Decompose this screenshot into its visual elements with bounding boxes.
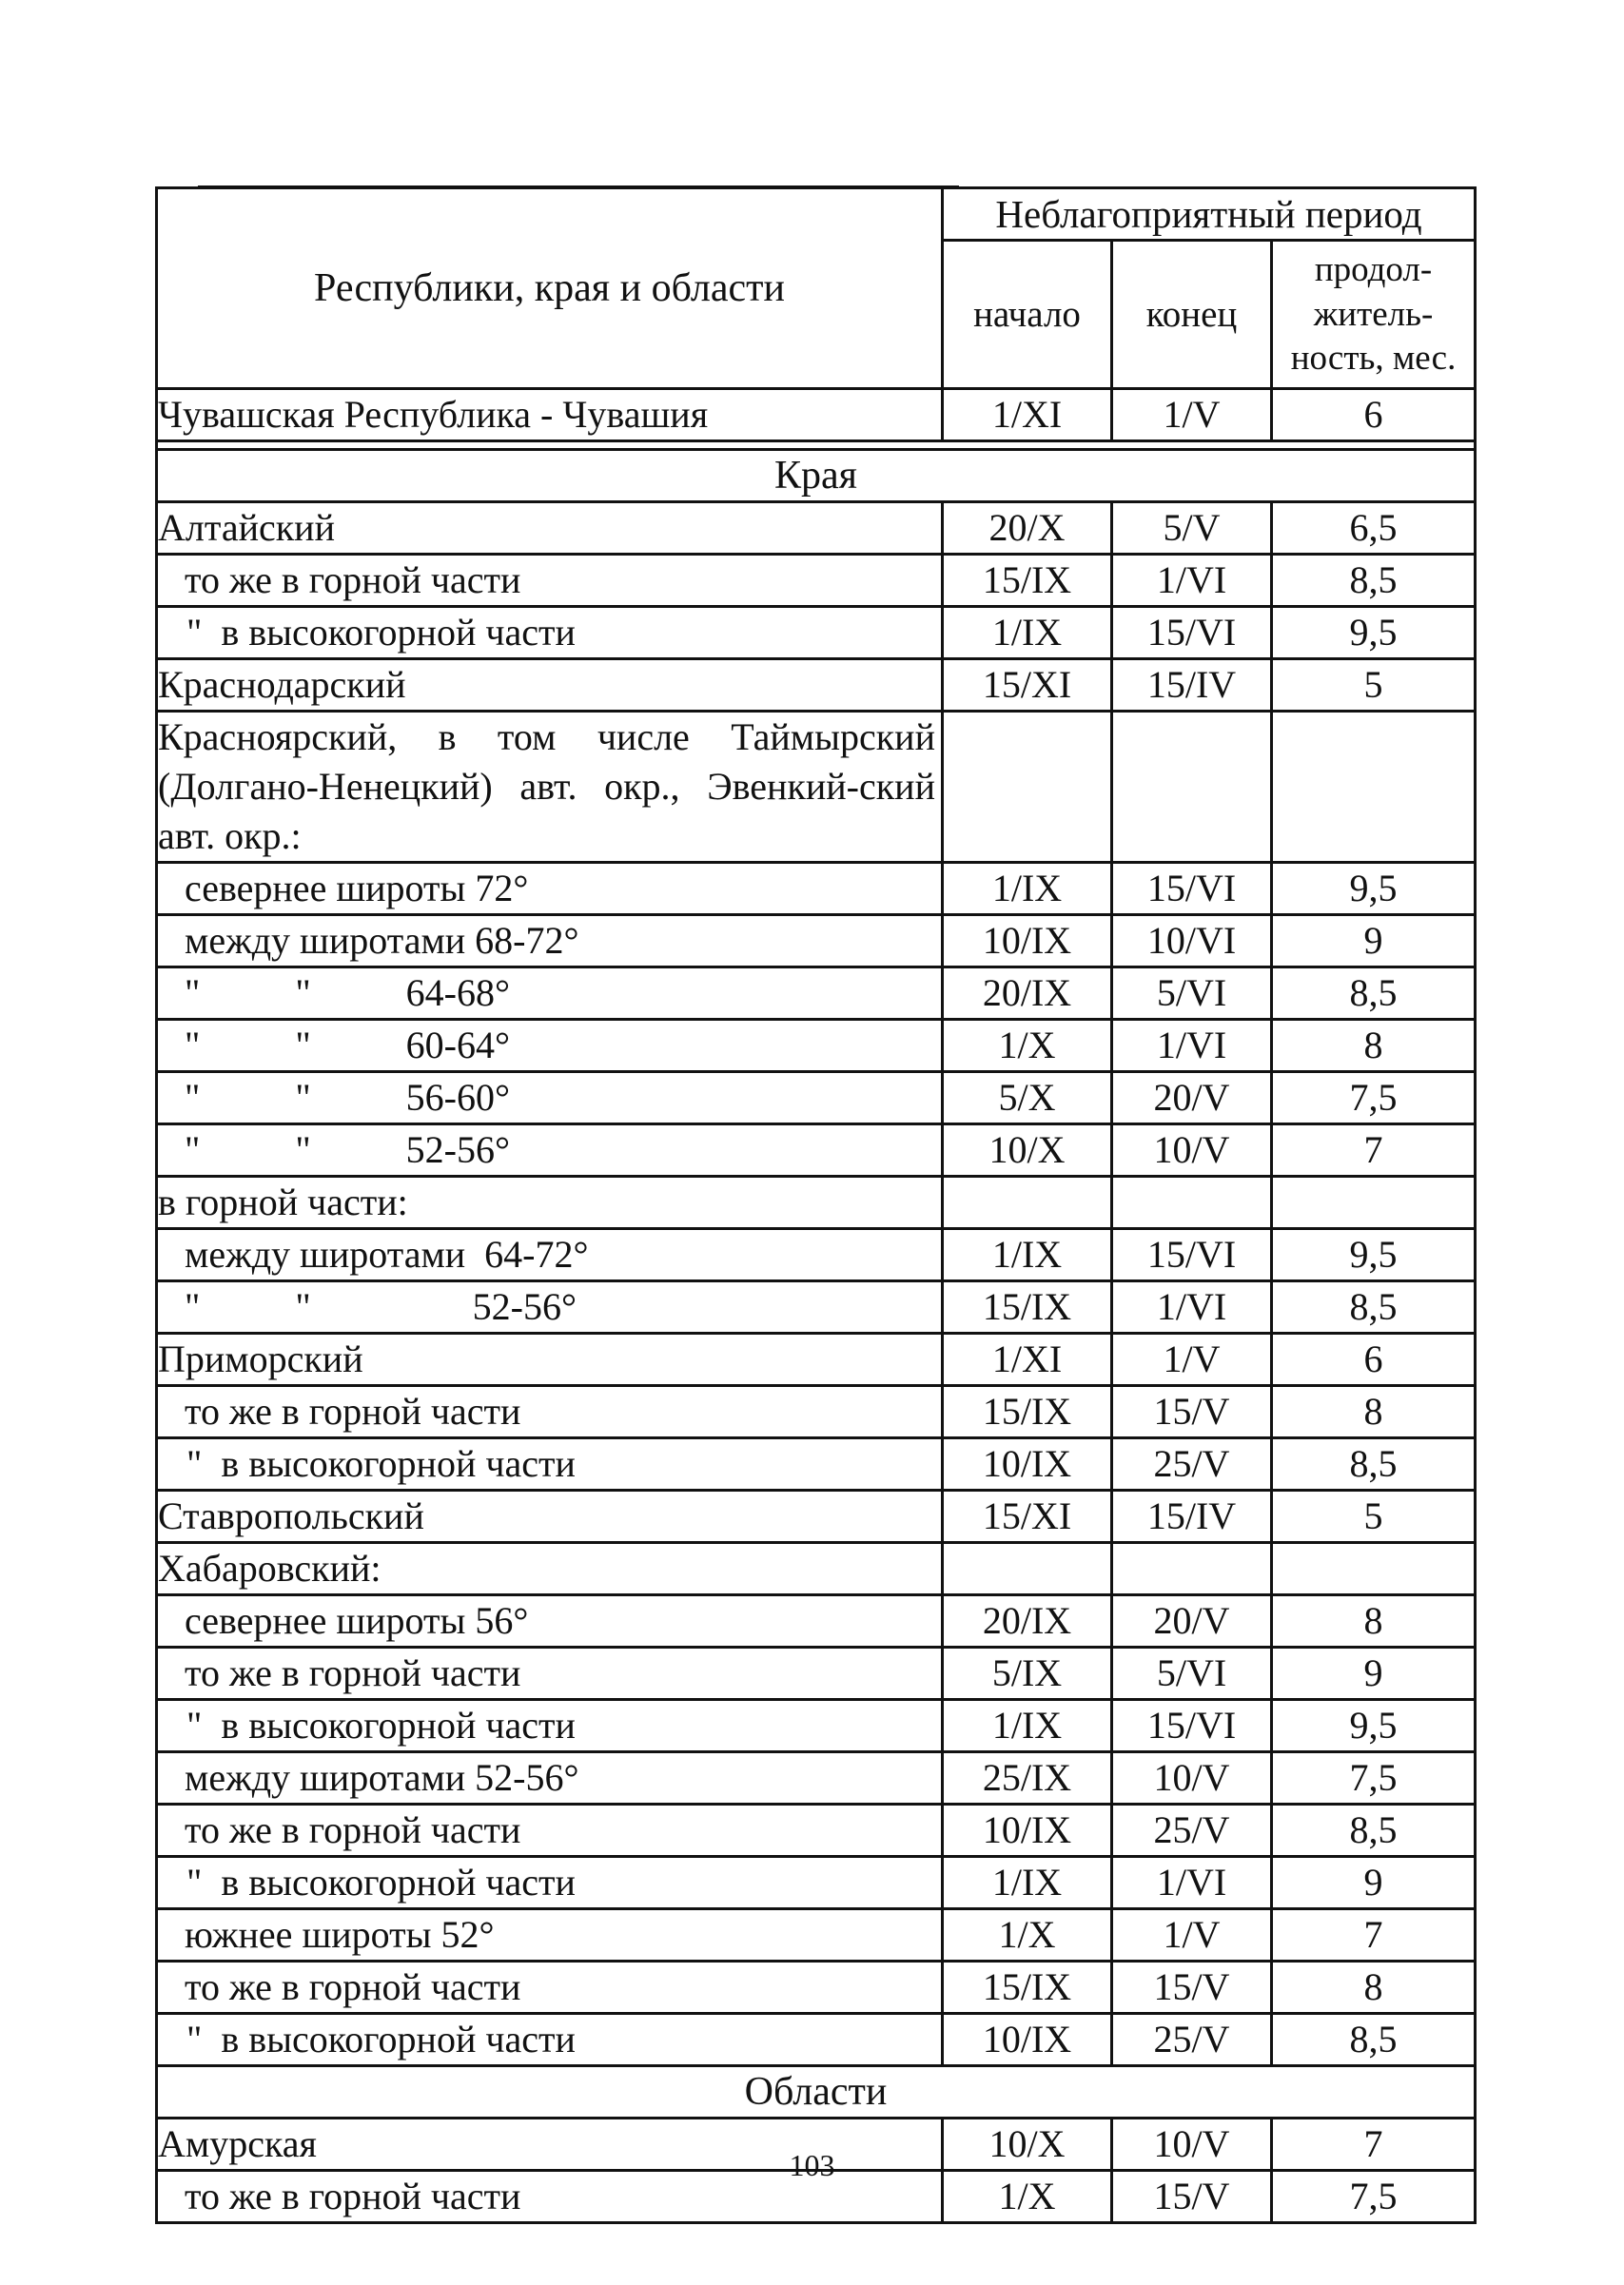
row-end xyxy=(1112,1543,1272,1595)
row-name: Чувашская Республика - Чувашия xyxy=(157,389,943,441)
row-duration: 8,5 xyxy=(1272,1438,1476,1491)
row-name: то же в горной части xyxy=(185,1651,521,1694)
row-duration: 5 xyxy=(1272,659,1476,712)
row-end: 15/VI xyxy=(1112,863,1272,915)
row-end: 1/VI xyxy=(1112,1857,1272,1909)
row-name-cell xyxy=(157,1700,943,1752)
row-name-cell xyxy=(157,967,943,1020)
table-row xyxy=(157,1595,1476,1648)
row-end: 15/V xyxy=(1112,2171,1272,2223)
row-name: севернее широты 56° xyxy=(185,1599,529,1642)
row-duration: 8 xyxy=(1272,1595,1476,1648)
row-name-cell xyxy=(157,1281,943,1334)
row-duration: 7,5 xyxy=(1272,1752,1476,1805)
row-end: 1/VI xyxy=(1112,555,1272,607)
table-row xyxy=(157,1543,1476,1595)
row-name: между широтами 68-72° xyxy=(185,919,579,962)
row-name: " " 64-68° xyxy=(185,971,510,1014)
row-name-cell xyxy=(157,1386,943,1438)
row-end: 5/VI xyxy=(1112,967,1272,1020)
row-end: 1/VI xyxy=(1112,1281,1272,1334)
row-name: " в высокогорной части xyxy=(186,1861,576,1904)
row-duration: 9,5 xyxy=(1272,607,1476,659)
row-name: Ставропольский xyxy=(157,1491,943,1543)
row-end: 15/VI xyxy=(1112,1700,1272,1752)
section-oblasti-row xyxy=(157,2066,1476,2119)
row-duration: 7,5 xyxy=(1272,1072,1476,1124)
row-name-cell xyxy=(157,1020,943,1072)
table-row xyxy=(157,1020,1476,1072)
row-duration: 8,5 xyxy=(1272,967,1476,1020)
row-duration: 9,5 xyxy=(1272,1700,1476,1752)
row-end: 15/V xyxy=(1112,1962,1272,2014)
row-name: " " 52-56° xyxy=(185,1128,510,1171)
row-end: 25/V xyxy=(1112,1805,1272,1857)
row-end: 10/VI xyxy=(1112,915,1272,967)
row-duration: 7 xyxy=(1272,1124,1476,1177)
row-start: 20/X xyxy=(943,502,1112,555)
row-start: 1/XI xyxy=(943,389,1112,441)
header-end: конец xyxy=(1112,241,1272,389)
header-duration-line2: житель- xyxy=(1313,294,1434,334)
section-kraya-row xyxy=(157,450,1476,502)
row-duration: 8,5 xyxy=(1272,1281,1476,1334)
table-row xyxy=(157,1648,1476,1700)
row-end: 25/V xyxy=(1112,1438,1272,1491)
row-duration: 6 xyxy=(1272,389,1476,441)
row-start: 15/XI xyxy=(943,1491,1112,1543)
table-row xyxy=(157,1334,1476,1386)
row-start: 1/X xyxy=(943,1020,1112,1072)
row-name: " в высокогорной части xyxy=(186,2018,576,2060)
table-row xyxy=(157,1700,1476,1752)
row-duration: 8,5 xyxy=(1272,555,1476,607)
row-end: 15/VI xyxy=(1112,607,1272,659)
row-name-cell xyxy=(157,1229,943,1281)
row-start xyxy=(943,1177,1112,1229)
row-name: Красноярский, в том числе Таймырский (Долгано-Ненецкий) авт. окр., Эвенкий-ский авт. окр.: xyxy=(157,712,943,863)
row-end: 15/IV xyxy=(1112,659,1272,712)
row-end: 15/IV xyxy=(1112,1491,1272,1543)
row-start: 15/IX xyxy=(943,555,1112,607)
row-start: 15/IX xyxy=(943,1386,1112,1438)
row-end: 5/VI xyxy=(1112,1648,1272,1700)
row-name: то же в горной части xyxy=(185,1965,521,2008)
row-end: 1/VI xyxy=(1112,1020,1272,1072)
row-end: 1/V xyxy=(1112,389,1272,441)
row-start: 1/IX xyxy=(943,863,1112,915)
climate-period-table xyxy=(155,186,1477,2224)
row-end: 10/V xyxy=(1112,2119,1272,2171)
section-heading-kraya: Края xyxy=(157,450,1476,502)
row-start: 15/IX xyxy=(943,1281,1112,1334)
row-name: " " 52-56° xyxy=(185,1285,577,1328)
header-period-group: Неблагоприятный период xyxy=(943,188,1476,241)
row-start: 15/IX xyxy=(943,1962,1112,2014)
row-name-cell xyxy=(157,1072,943,1124)
header-start: начало xyxy=(943,241,1112,389)
row-name: Алтайский xyxy=(157,502,943,555)
table-row xyxy=(157,1072,1476,1124)
row-name: то же в горной части xyxy=(185,1808,521,1851)
row-name: " в высокогорной части xyxy=(186,611,576,654)
row-start: 10/X xyxy=(943,1124,1112,1177)
row-end: 20/V xyxy=(1112,1072,1272,1124)
row-name-cell xyxy=(157,1648,943,1700)
row-duration: 9 xyxy=(1272,915,1476,967)
row-name-cell xyxy=(157,1857,943,1909)
row-start: 10/X xyxy=(943,2119,1112,2171)
table-row xyxy=(157,1386,1476,1438)
row-name-cell xyxy=(157,1752,943,1805)
row-name: в горной части: xyxy=(157,1177,943,1229)
table-row xyxy=(157,967,1476,1020)
row-name-cell xyxy=(157,1438,943,1491)
row-name-cell xyxy=(157,1909,943,1962)
row-name: то же в горной части xyxy=(185,558,521,601)
row-name: то же в горной части xyxy=(185,2175,521,2217)
row-name-cell xyxy=(157,2014,943,2066)
row-end: 10/V xyxy=(1112,1124,1272,1177)
table-row xyxy=(157,1962,1476,2014)
row-start: 10/IX xyxy=(943,915,1112,967)
row-start: 1/XI xyxy=(943,1334,1112,1386)
row-name-cell xyxy=(157,607,943,659)
row-name-cell xyxy=(157,1595,943,1648)
row-start: 1/IX xyxy=(943,1857,1112,1909)
row-name-cell xyxy=(157,1805,943,1857)
table-row xyxy=(157,1229,1476,1281)
row-duration: 8 xyxy=(1272,1962,1476,2014)
row-duration: 8,5 xyxy=(1272,1805,1476,1857)
table-row xyxy=(157,659,1476,712)
row-end xyxy=(1112,1177,1272,1229)
row-name: " " 56-60° xyxy=(185,1076,510,1119)
section-heading-oblasti: Области xyxy=(157,2066,1476,2119)
row-end: 20/V xyxy=(1112,1595,1272,1648)
table-row xyxy=(157,1281,1476,1334)
row-end: 10/V xyxy=(1112,1752,1272,1805)
table-row xyxy=(157,1177,1476,1229)
header-duration-line3: ность, мес. xyxy=(1290,338,1457,378)
row-start: 20/IX xyxy=(943,1595,1112,1648)
table-row xyxy=(157,863,1476,915)
row-duration: 5 xyxy=(1272,1491,1476,1543)
table-row xyxy=(157,607,1476,659)
row-name: Хабаровский: xyxy=(157,1543,943,1595)
row-start: 1/IX xyxy=(943,1700,1112,1752)
row-name: севернее широты 72° xyxy=(185,867,529,909)
table-row xyxy=(157,1438,1476,1491)
row-start xyxy=(943,1543,1112,1595)
header-region: Республики, края и области xyxy=(157,188,943,389)
row-name-cell xyxy=(157,1962,943,2014)
row-name-cell xyxy=(157,555,943,607)
row-start: 5/X xyxy=(943,1072,1112,1124)
row-start: 20/IX xyxy=(943,967,1112,1020)
row-duration: 9 xyxy=(1272,1857,1476,1909)
row-end: 15/V xyxy=(1112,1386,1272,1438)
table-row xyxy=(157,1909,1476,1962)
row-start xyxy=(943,712,1112,863)
row-name: то же в горной части xyxy=(185,1390,521,1433)
row-start: 1/X xyxy=(943,2171,1112,2223)
row-start: 25/IX xyxy=(943,1752,1112,1805)
row-start: 10/IX xyxy=(943,1805,1112,1857)
row-name-cell xyxy=(157,1124,943,1177)
row-start: 1/IX xyxy=(943,607,1112,659)
row-duration xyxy=(1272,712,1476,863)
row-name: " в высокогорной части xyxy=(186,1442,576,1485)
row-duration: 9,5 xyxy=(1272,1229,1476,1281)
table-row xyxy=(157,712,1476,863)
table-row xyxy=(157,2014,1476,2066)
row-name: между широтами 52-56° xyxy=(185,1756,579,1799)
table-row xyxy=(157,1491,1476,1543)
row-duration: 8 xyxy=(1272,1386,1476,1438)
page-number: 103 xyxy=(789,2148,835,2182)
table-row-republic xyxy=(157,389,1476,441)
row-name: " " 60-64° xyxy=(185,1024,510,1066)
table-row xyxy=(157,1805,1476,1857)
row-gap xyxy=(157,441,1476,450)
row-duration: 7 xyxy=(1272,2119,1476,2171)
row-name: Краснодарский xyxy=(157,659,943,712)
row-duration: 6 xyxy=(1272,1334,1476,1386)
row-duration xyxy=(1272,1543,1476,1595)
table-row xyxy=(157,502,1476,555)
row-name: Амурская xyxy=(157,2119,943,2171)
row-name: южнее широты 52° xyxy=(185,1913,495,1956)
row-end: 25/V xyxy=(1112,2014,1272,2066)
row-name-cell xyxy=(157,915,943,967)
row-duration: 6,5 xyxy=(1272,502,1476,555)
row-end: 15/VI xyxy=(1112,1229,1272,1281)
row-duration: 9 xyxy=(1272,1648,1476,1700)
table-row xyxy=(157,1124,1476,1177)
row-start: 10/IX xyxy=(943,2014,1112,2066)
row-duration: 8,5 xyxy=(1272,2014,1476,2066)
row-start: 10/IX xyxy=(943,1438,1112,1491)
header-duration-line1: продол- xyxy=(1314,250,1433,290)
row-duration: 7,5 xyxy=(1272,2171,1476,2223)
header-duration xyxy=(1272,241,1476,389)
row-name-cell xyxy=(157,863,943,915)
row-start: 5/IX xyxy=(943,1648,1112,1700)
row-name: Приморский xyxy=(157,1334,943,1386)
row-start: 15/XI xyxy=(943,659,1112,712)
row-start: 1/X xyxy=(943,1909,1112,1962)
row-name: между широтами 64-72° xyxy=(185,1233,589,1276)
row-duration: 7 xyxy=(1272,1909,1476,1962)
row-end: 5/V xyxy=(1112,502,1272,555)
row-start: 1/IX xyxy=(943,1229,1112,1281)
row-end xyxy=(1112,712,1272,863)
table-row xyxy=(157,1857,1476,1909)
row-end: 1/V xyxy=(1112,1334,1272,1386)
table-row xyxy=(157,915,1476,967)
row-end: 1/V xyxy=(1112,1909,1272,1962)
row-duration: 9,5 xyxy=(1272,863,1476,915)
row-name: " в высокогорной части xyxy=(186,1704,576,1747)
row-duration xyxy=(1272,1177,1476,1229)
row-duration: 8 xyxy=(1272,1020,1476,1072)
table-row xyxy=(157,1752,1476,1805)
table-row xyxy=(157,555,1476,607)
